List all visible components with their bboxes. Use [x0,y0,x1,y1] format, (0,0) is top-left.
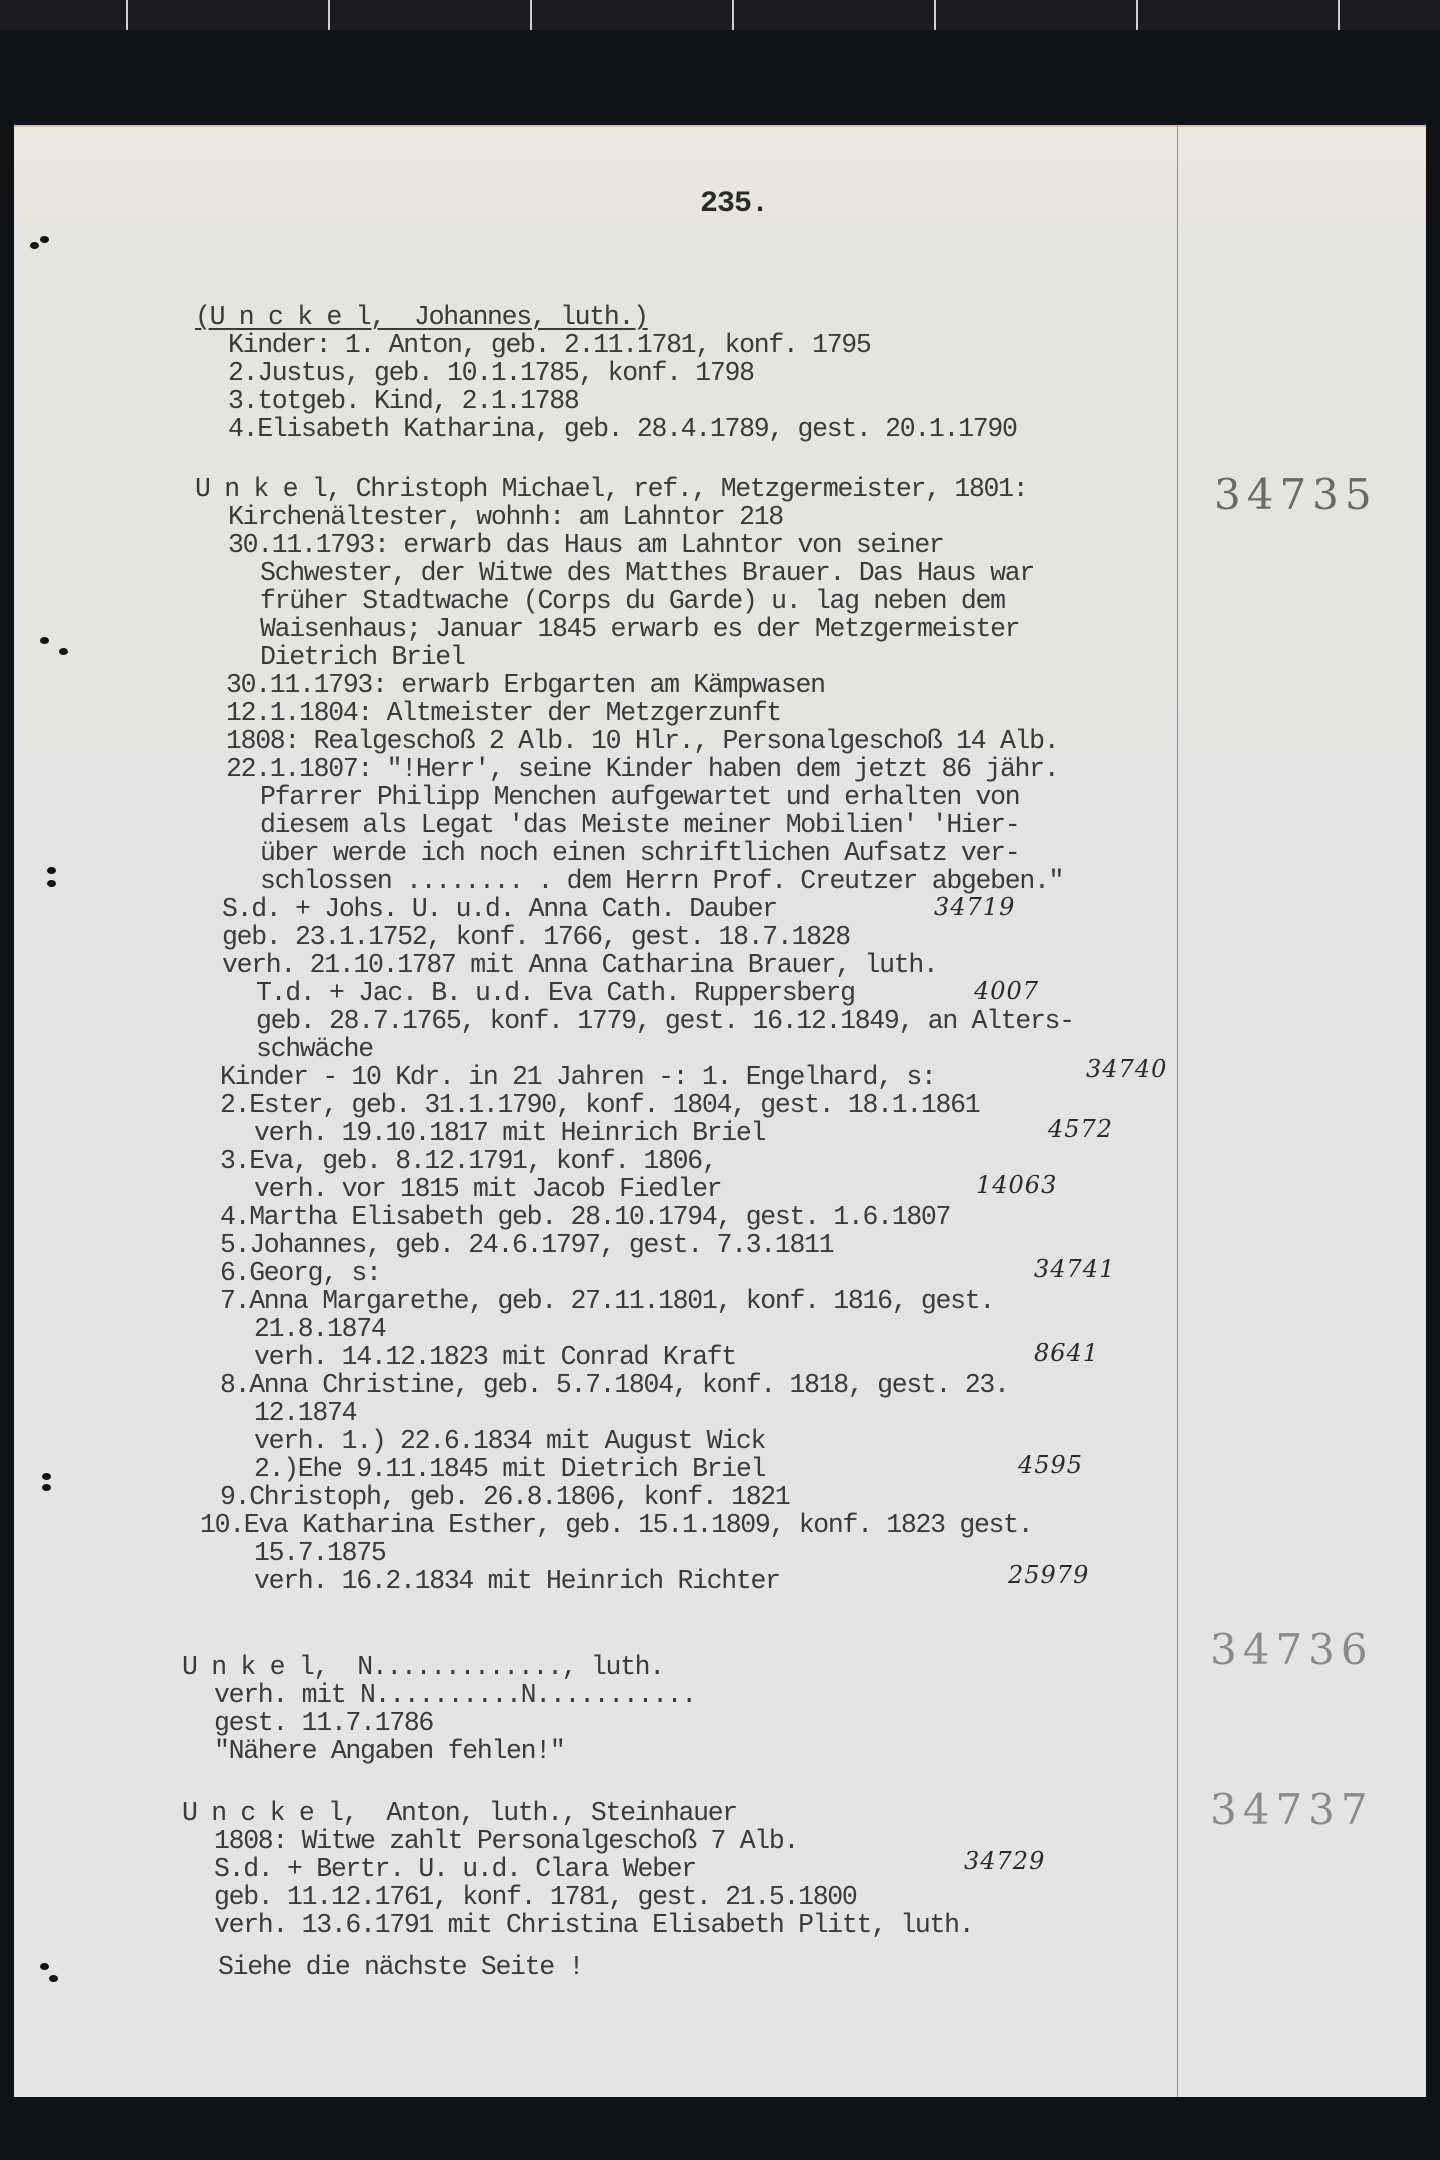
handwritten-ref: 4595 [1018,1451,1084,1479]
entry-line: 6.Georg, s: [220,1258,381,1288]
entry-line: 10.Eva Katharina Esther, geb. 15.1.1809, konf. 1823 gest. [200,1510,1033,1540]
entry-line: 9.Christoph, geb. 26.8.1806, konf. 1821 [220,1482,790,1512]
margin-line [1177,125,1178,2097]
entry-line: 1808: Witwe zahlt Personalgeschoß 7 Alb. [214,1826,799,1856]
punch-hole-mark [59,648,68,655]
entry-line: Kinder - 10 Kdr. in 21 Jahren -: 1. Engelhard, s: [220,1062,936,1092]
entry-line: verh. 1.) 22.6.1834 mit August Wick [254,1426,766,1456]
entry-line: 15.7.1875 [254,1538,386,1568]
entry-line: geb. 23.1.1752, konf. 1766, gest. 18.7.1828 [222,922,850,952]
entry-line: verh. mit N..........N........... [214,1680,696,1710]
entry-line: verh. 19.10.1817 mit Heinrich Briel [254,1118,766,1148]
register-number-stamp: 34735 [1214,470,1378,519]
entry-line: 5.Johannes, geb. 24.6.1797, gest. 7.3.1811 [220,1230,834,1260]
entry-line: verh. vor 1815 mit Jacob Fiedler [254,1174,722,1204]
entry-line: 4.Martha Elisabeth geb. 28.10.1794, gest. 1.6.1807 [220,1202,951,1232]
punch-hole-mark [42,1484,51,1491]
entry-line: 12.1.1804: Altmeister der Metzgerzunft [226,698,781,728]
handwritten-ref: 34740 [1086,1055,1168,1083]
entry-line: Dietrich Briel [260,642,465,672]
entry-line: 2.Ester, geb. 31.1.1790, konf. 1804, gest. 18.1.1861 [220,1090,980,1120]
handwritten-ref: 34729 [964,1847,1046,1875]
punch-hole-mark [47,880,56,887]
entry-line: 22.1.1807: "!Herr', seine Kinder haben dem jetzt 86 jähr. [226,754,1059,784]
entry-line: schwäche [256,1034,373,1064]
entry-line: Pfarrer Philipp Menchen aufgewartet und erhalten von [260,782,1020,812]
film-tick [328,0,330,30]
entry-line: Waisenhaus; Januar 1845 erwarb es der Metzgermeister [260,614,1020,644]
handwritten-ref: 8641 [1034,1339,1100,1367]
film-tick [1338,0,1340,30]
entry-line: schlossen ........ . dem Herrn Prof. Creutzer abgeben." [260,866,1064,896]
entry-line: 7.Anna Margarethe, geb. 27.11.1801, konf. 1816, gest. [220,1286,994,1316]
register-number-stamp: 34736 [1210,1625,1374,1674]
entry-line: geb. 11.12.1761, konf. 1781, gest. 21.5.1800 [214,1882,857,1912]
entry-line: verh. 16.2.1834 mit Heinrich Richter [254,1566,780,1596]
film-tick [1136,0,1138,30]
entry-line: Kinder: 1. Anton, geb. 2.11.1781, konf. 1795 [228,330,871,360]
entry-line: geb. 28.7.1765, konf. 1779, gest. 16.12.1849, an Alters- [256,1006,1074,1036]
entry-line: 1808: Realgeschoß 2 Alb. 10 Hlr., Personalgeschoß 14 Alb. [226,726,1059,756]
entry-line: 21.8.1874 [254,1314,386,1344]
entry-line: über werde ich noch einen schriftlichen Aufsatz ver- [260,838,1020,868]
entry-line: S.d. + Johs. U. u.d. Anna Cath. Dauber [222,894,777,924]
punch-hole-mark [30,242,39,249]
entry-line: 2.Justus, geb. 10.1.1785, konf. 1798 [228,358,754,388]
punch-hole-mark [49,1975,58,1982]
handwritten-ref: 34741 [1034,1255,1116,1283]
film-tick [732,0,734,30]
film-tick [530,0,532,30]
entry-line: Schwester, der Witwe des Matthes Brauer. Das Haus war [260,558,1034,588]
entry-line: 30.11.1793: erwarb Erbgarten am Kämpwasen [226,670,825,700]
handwritten-ref: 4007 [974,977,1040,1005]
entry-line: 3.Eva, geb. 8.12.1791, konf. 1806, [220,1146,717,1176]
handwritten-ref: 4572 [1048,1115,1114,1143]
punch-hole-mark [40,236,49,243]
handwritten-ref: 25979 [1008,1561,1090,1589]
entry-line: 3.totgeb. Kind, 2.1.1788 [228,386,579,416]
punch-hole-mark [40,1963,49,1970]
film-tick [934,0,936,30]
entry-line: 12.1874 [254,1398,357,1428]
entry-line: 4.Elisabeth Katharina, geb. 28.4.1789, gest. 20.1.1790 [228,414,1017,444]
document-page [14,125,1426,2097]
entry-line: 30.11.1793: erwarb das Haus am Lahntor von seiner [228,530,944,560]
handwritten-ref: 14063 [976,1171,1058,1199]
entry-heading: U n c k e l, Anton, luth., Steinhauer [182,1798,737,1828]
entry-heading: U n k e l, N............., luth. [182,1652,664,1682]
entry-line: "Nähere Angaben fehlen!" [214,1736,565,1766]
entry-line: 2.)Ehe 9.11.1845 mit Dietrich Briel [254,1454,766,1484]
entry-line: verh. 14.12.1823 mit Conrad Kraft [254,1342,736,1372]
entry-heading: (U n c k e l, Johannes, luth.) [195,302,648,332]
entry-line: S.d. + Bertr. U. u.d. Clara Weber [214,1854,696,1884]
punch-hole-mark [47,867,56,874]
entry-line: gest. 11.7.1786 [214,1708,434,1738]
register-number-stamp: 34737 [1210,1785,1374,1834]
entry-line: früher Stadtwache (Corps du Garde) u. lag neben dem [260,586,1005,616]
footer-note: Siehe die nächste Seite ! [218,1952,584,1982]
punch-hole-mark [40,637,49,644]
punch-hole-mark [42,1473,51,1480]
entry-line: T.d. + Jac. B. u.d. Eva Cath. Ruppersberg [256,978,855,1008]
entry-line: verh. 13.6.1791 mit Christina Elisabeth Plitt, luth. [214,1910,974,1940]
film-tick [126,0,128,30]
handwritten-ref: 34719 [934,893,1016,921]
entry-heading: U n k e l, Christoph Michael, ref., Metzgermeister, 1801: [195,474,1028,504]
entry-line: verh. 21.10.1787 mit Anna Catharina Brauer, luth. [222,950,938,980]
film-strip [0,0,1440,30]
entry-line: 8.Anna Christine, geb. 5.7.1804, konf. 1818, gest. 23. [220,1370,1009,1400]
entry-line: diesem als Legat 'das Meiste meiner Mobilien' 'Hier- [260,810,1020,840]
entry-line: Kirchenältester, wohnh: am Lahntor 218 [228,502,783,532]
page-number: 235. [700,187,769,221]
